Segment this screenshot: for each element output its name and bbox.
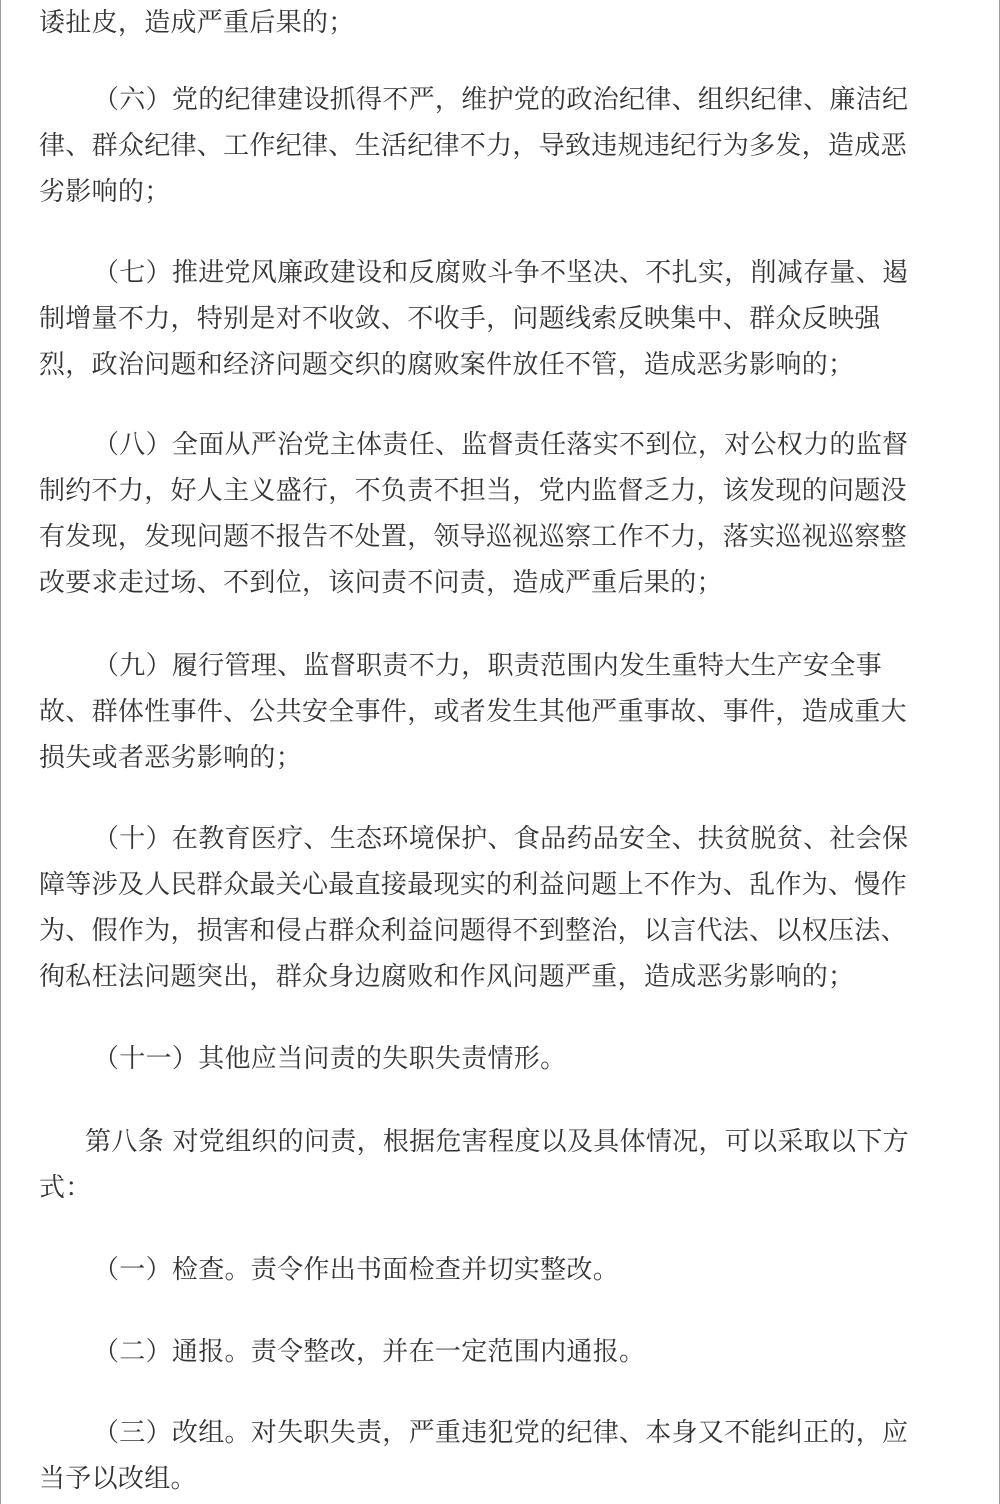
paragraph-article-8 <box>39 1119 964 1211</box>
text-line: 烈，政治问题和经济问题交织的腐败案件放任不管，造成恶劣影响的； <box>39 350 855 380</box>
text-line: 损失或者恶劣影响的； <box>39 743 303 773</box>
text-line: 改要求走过场、不到位，该问责不问责，造成严重后果的； <box>39 568 723 598</box>
paragraph-item-7 <box>39 250 964 388</box>
text-line: 制增量不力，特别是对不收敛、不收手，问题线索反映集中、群众反映强 <box>39 304 881 334</box>
text-line: 第八条 对党组织的问责，根据危害程度以及具体情况，可以采取以下方 <box>85 1127 909 1157</box>
text-line: （二）通报。责令整改，并在一定范围内通报。 <box>93 1337 646 1367</box>
text-line: （十）在教育医疗、生态环境保护、食品药品安全、扶贫脱贫、社会保 <box>93 824 909 854</box>
text-line: 律、群众纪律、工作纪律、生活纪律不力，导致违规违纪行为多发，造成恶 <box>39 131 907 161</box>
text-line: 为、假作为，损害和侵占群众利益问题得不到整治，以言代法、以权压法、 <box>39 916 907 946</box>
paragraph-item-8 <box>39 422 964 606</box>
text-line: 劣影响的； <box>39 177 171 207</box>
text-line: 制约不力，好人主义盛行，不负责不担当，党内监督乏力，该发现的问题没 <box>39 476 907 506</box>
paragraph-continuation <box>39 0 964 46</box>
text-line: （九）履行管理、监督职责不力，职责范围内发生重特大生产安全事 <box>93 651 883 681</box>
paragraph-item-10 <box>39 816 964 1000</box>
text-line: 式： <box>39 1173 92 1203</box>
paragraph-option-1 <box>39 1247 964 1293</box>
paragraph-item-9 <box>39 643 964 781</box>
text-line: 故、群体性事件、公共安全事件，或者发生其他严重事故、事件，造成重大 <box>39 697 907 727</box>
text-line: （八）全面从严治党主体责任、监督责任落实不到位，对公权力的监督 <box>93 430 909 460</box>
paragraph-option-2 <box>39 1329 964 1375</box>
paragraph-option-3 <box>39 1410 964 1502</box>
text-line: （七）推进党风廉政建设和反腐败斗争不坚决、不扎实，削减存量、遏 <box>93 258 909 288</box>
text-line: 有发现，发现问题不报告不处置，领导巡视巡察工作不力，落实巡视巡察整 <box>39 522 907 552</box>
text-line: （十一）其他应当问责的失职失责情形。 <box>93 1044 567 1074</box>
paragraph-item-11 <box>39 1036 964 1082</box>
text-line: （一）检查。责令作出书面检查并切实整改。 <box>93 1255 620 1285</box>
text-line: 障等涉及人民群众最关心最直接最现实的利益问题上不作为、乱作为、慢作 <box>39 870 907 900</box>
text-line: 徇私枉法问题突出，群众身边腐败和作风问题严重，造成恶劣影响的； <box>39 962 855 992</box>
text-line: （六）党的纪律建设抓得不严，维护党的政治纪律、组织纪律、廉洁纪 <box>93 85 909 115</box>
paragraph-item-6 <box>39 77 964 215</box>
text-line: 诿扯皮，造成严重后果的； <box>39 8 355 38</box>
text-line: 当予以改组。 <box>39 1464 197 1494</box>
text-line: （三）改组。对失职失责，严重违犯党的纪律、本身又不能纠正的，应 <box>93 1418 909 1448</box>
